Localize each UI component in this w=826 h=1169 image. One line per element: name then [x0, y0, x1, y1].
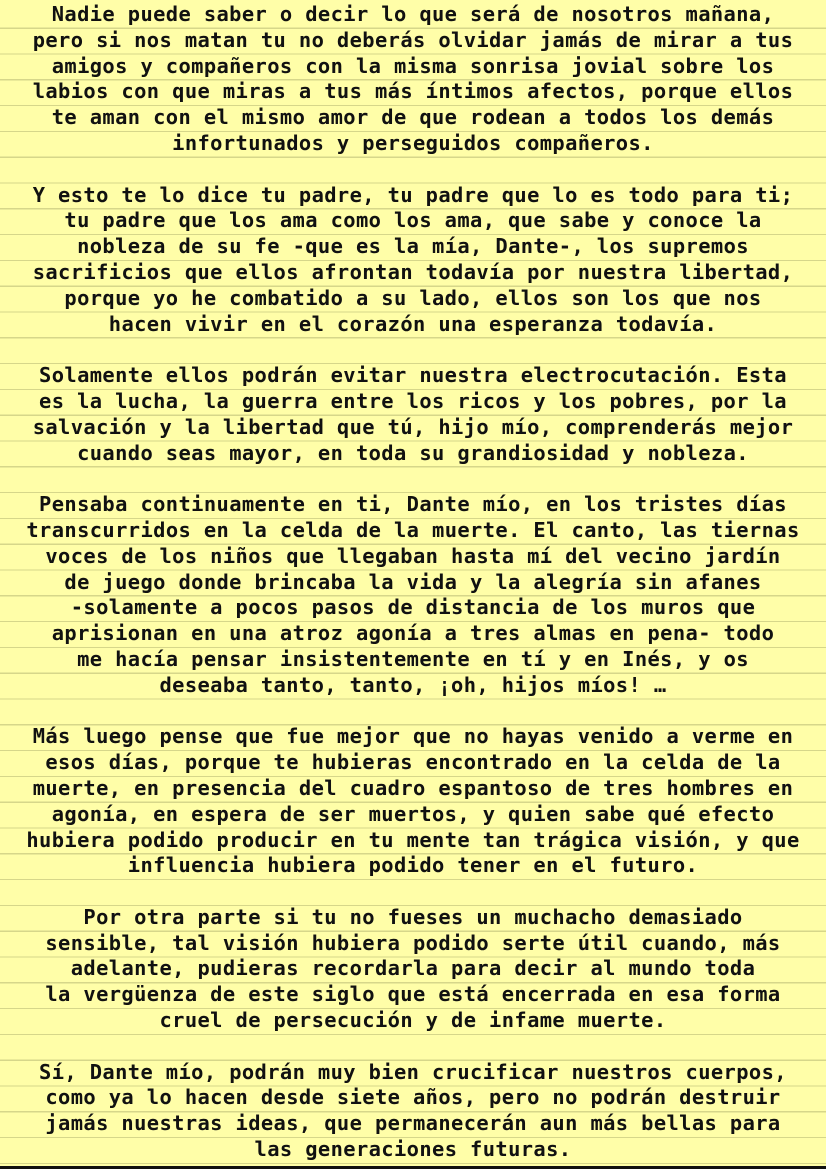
- text-line: Sí, Dante mío, podrán muy bien crucificar nuestros cuerpos,: [39, 1059, 787, 1084]
- text-line: me hacía pensar insistentemente en tí y en Inés, y os: [77, 646, 749, 671]
- text-line: sensible, tal visión hubiera podido serte útil cuando, más: [45, 930, 781, 955]
- text-line: salvación y la libertad que tú, hijo mío, comprenderás mejor: [32, 414, 794, 439]
- text-line: labios con que miras a tus más íntimos afectos, porque ellos: [32, 79, 794, 104]
- text-line: hacen vivir en el corazón una esperanza todavía.: [108, 311, 718, 336]
- text-line: infortunados y perseguidos compañeros.: [172, 130, 654, 155]
- text-line: aprisionan en una atroz agonía a tres almas en pena- todo: [51, 621, 775, 646]
- text-line: nobleza de su fe -que es la mía, Dante-, los supremos: [77, 234, 749, 259]
- blank-line: [0, 157, 826, 183]
- text-line: hubiera podido producir en tu mente tan trágica visión, y que: [26, 827, 800, 852]
- text-line: Solamente ellos podrán evitar nuestra electrocutación. Esta: [39, 363, 787, 388]
- text-line: pero si nos matan tu no deberás olvidar jamás de mirar a tus: [32, 27, 794, 52]
- text-line: de juego donde brincaba la vida y la alegría sin afanes: [64, 569, 762, 594]
- text-line: agonía, en espera de ser muertos, y quien sabe qué efecto: [51, 801, 775, 826]
- text-line: las generaciones futuras.: [254, 1137, 572, 1162]
- text-line: como ya lo hacen desde siete años, pero no podrán destruir: [45, 1085, 781, 1110]
- text-line: voces de los niños que llegaban hasta mí del vecino jardín: [45, 543, 781, 568]
- blank-line: [0, 466, 826, 492]
- text-line: tu padre que los ama como los ama, que sabe y conoce la: [64, 208, 762, 233]
- text-line: amigos y compañeros con la misma sonrisa jovial sobre los: [51, 53, 775, 78]
- text-line: Y esto te lo dice tu padre, tu padre que lo es todo para ti;: [32, 182, 794, 207]
- text-line: esos días, porque te hubieras encontrado en la celda de la: [45, 750, 781, 775]
- letter-text: [0, 2, 826, 1163]
- text-line: deseaba tanto, tanto, ¡oh, hijos míos! …: [159, 672, 667, 697]
- text-line: Nadie puede saber o decir lo que será de nosotros mañana,: [51, 2, 775, 26]
- text-line: la vergüenza de este siglo que está encerrada en esa forma: [45, 982, 781, 1007]
- text-line: adelante, pudieras recordarla para decir al mundo toda: [70, 956, 756, 981]
- text-line: Más luego pense que fue mejor que no hayas venido a verme en: [32, 724, 794, 749]
- text-line: cruel de persecución y de infame muerte.: [159, 1008, 667, 1033]
- blank-line: [0, 699, 826, 725]
- text-line: porque yo he combatido a su lado, ellos son los que nos: [64, 285, 762, 310]
- text-line: Pensaba continuamente en ti, Dante mío, en los tristes días: [39, 492, 787, 517]
- text-line: sacrificios que ellos afrontan todavía por nuestra libertad,: [32, 259, 794, 284]
- text-line: cuando seas mayor, en toda su grandiosidad y nobleza.: [77, 440, 749, 465]
- blank-line: [0, 879, 826, 905]
- blank-line: [0, 1034, 826, 1060]
- text-line: Por otra parte si tu no fueses un muchacho demasiado: [83, 904, 743, 929]
- text-line: jamás nuestras ideas, que permanecerán aun más bellas para: [45, 1111, 781, 1136]
- text-line: -solamente a pocos pasos de distancia de los muros que: [70, 595, 756, 620]
- text-line: muerte, en presencia del cuadro espantoso de tres hombres en: [32, 775, 794, 800]
- blank-line: [0, 337, 826, 363]
- text-line: es la lucha, la guerra entre los ricos y los pobres, por la: [39, 388, 787, 413]
- text-line: transcurridos en la celda de la muerte. El canto, las tiernas: [26, 517, 800, 542]
- text-line: te aman con el mismo amor de que rodean a todos los demás: [51, 105, 775, 130]
- text-line: influencia hubiera podido tener en el futuro.: [127, 853, 699, 878]
